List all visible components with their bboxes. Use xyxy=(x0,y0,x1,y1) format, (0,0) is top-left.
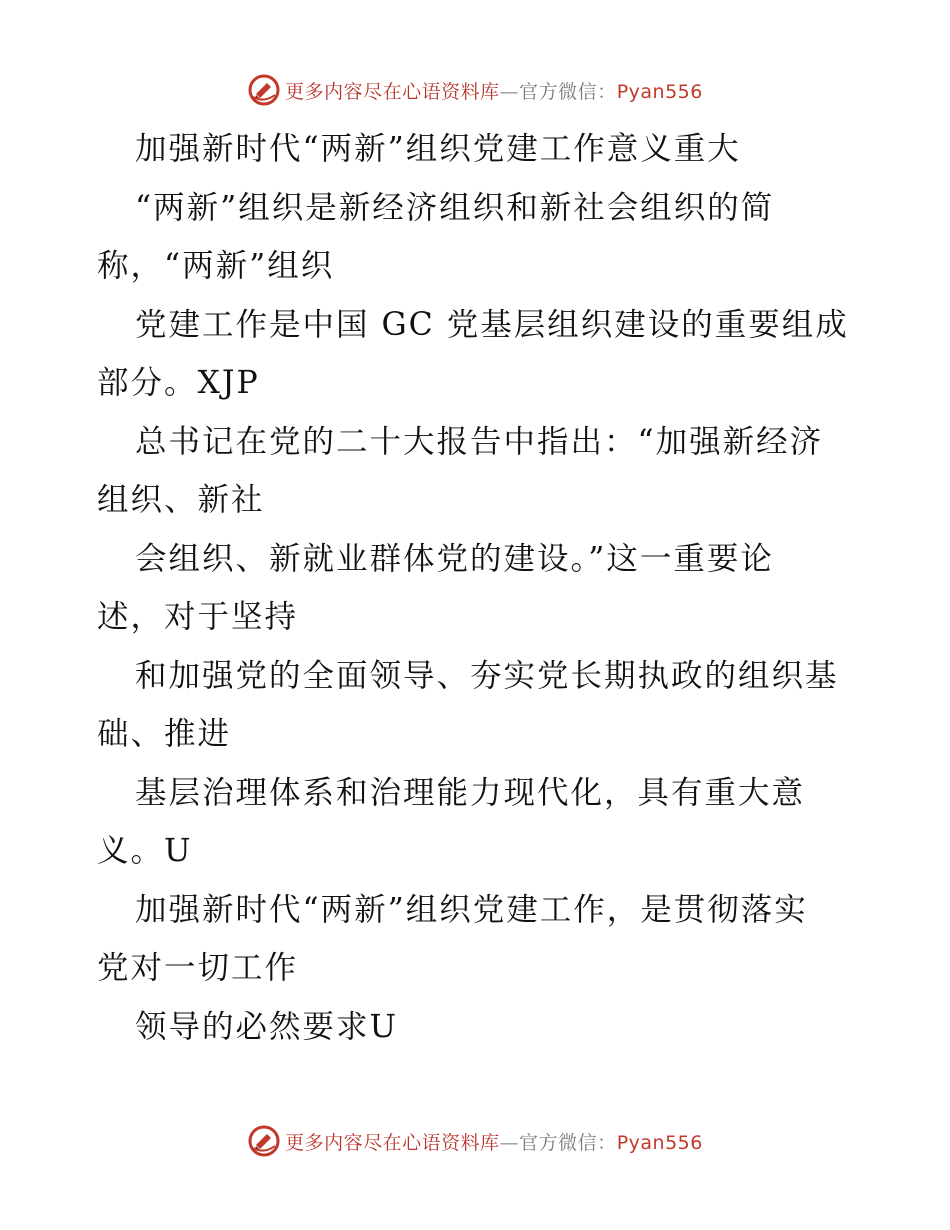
paragraph-line: 础、推进 xyxy=(97,716,232,752)
banner-dash: — xyxy=(499,1131,520,1154)
banner-dash: — xyxy=(499,80,520,103)
header-banner xyxy=(0,70,950,110)
paragraph-line: 党对一切工作 xyxy=(97,950,299,986)
paragraph-line: 党建工作是中国 GC 党基层组织建设的重要组成 xyxy=(135,306,849,343)
banner-wechat-id: Pyan556 xyxy=(616,80,703,103)
footer-banner xyxy=(0,1121,950,1161)
paragraph-line: 领导的必然要求U xyxy=(135,1008,399,1045)
paragraph-line: 义。U xyxy=(97,833,193,869)
banner-text xyxy=(285,77,703,104)
banner-wechat-label: 官方微信： xyxy=(519,1131,617,1154)
paragraph-line: “两新”组织是新经济组织和新社会组织的简 xyxy=(135,189,775,226)
document-body xyxy=(97,120,857,1056)
paragraph-line: 总书记在党的二十大报告中指出：“加强新经济 xyxy=(135,423,824,460)
banner-prefix: 更多内容尽在心语资料库 xyxy=(285,1131,500,1154)
banner-text xyxy=(285,1128,703,1155)
book-pen-logo-icon xyxy=(247,1124,281,1158)
paragraph-line: 加强新时代“两新”组织党建工作，是贯彻落实 xyxy=(135,891,808,928)
document-title: 加强新时代“两新”组织党建工作意义重大 xyxy=(135,131,741,167)
banner-wechat-id: Pyan556 xyxy=(616,1131,703,1154)
banner-prefix: 更多内容尽在心语资料库 xyxy=(285,80,500,103)
paragraph-line: 会组织、新就业群体党的建设。”这一重要论 xyxy=(135,540,774,577)
paragraph-line: 和加强党的全面领导、夯实党长期执政的组织基 xyxy=(135,657,839,694)
book-pen-logo-icon xyxy=(247,73,281,107)
paragraph-line: 称，“两新”组织 xyxy=(97,248,335,284)
banner-wechat-label: 官方微信： xyxy=(519,80,617,103)
paragraph-line: 组织、新社 xyxy=(97,482,265,518)
paragraph-line: 基层治理体系和治理能力现代化，具有重大意 xyxy=(135,774,806,811)
paragraph-line: 述，对于坚持 xyxy=(97,599,299,635)
paragraph-line: 部分。XJP xyxy=(97,365,260,401)
